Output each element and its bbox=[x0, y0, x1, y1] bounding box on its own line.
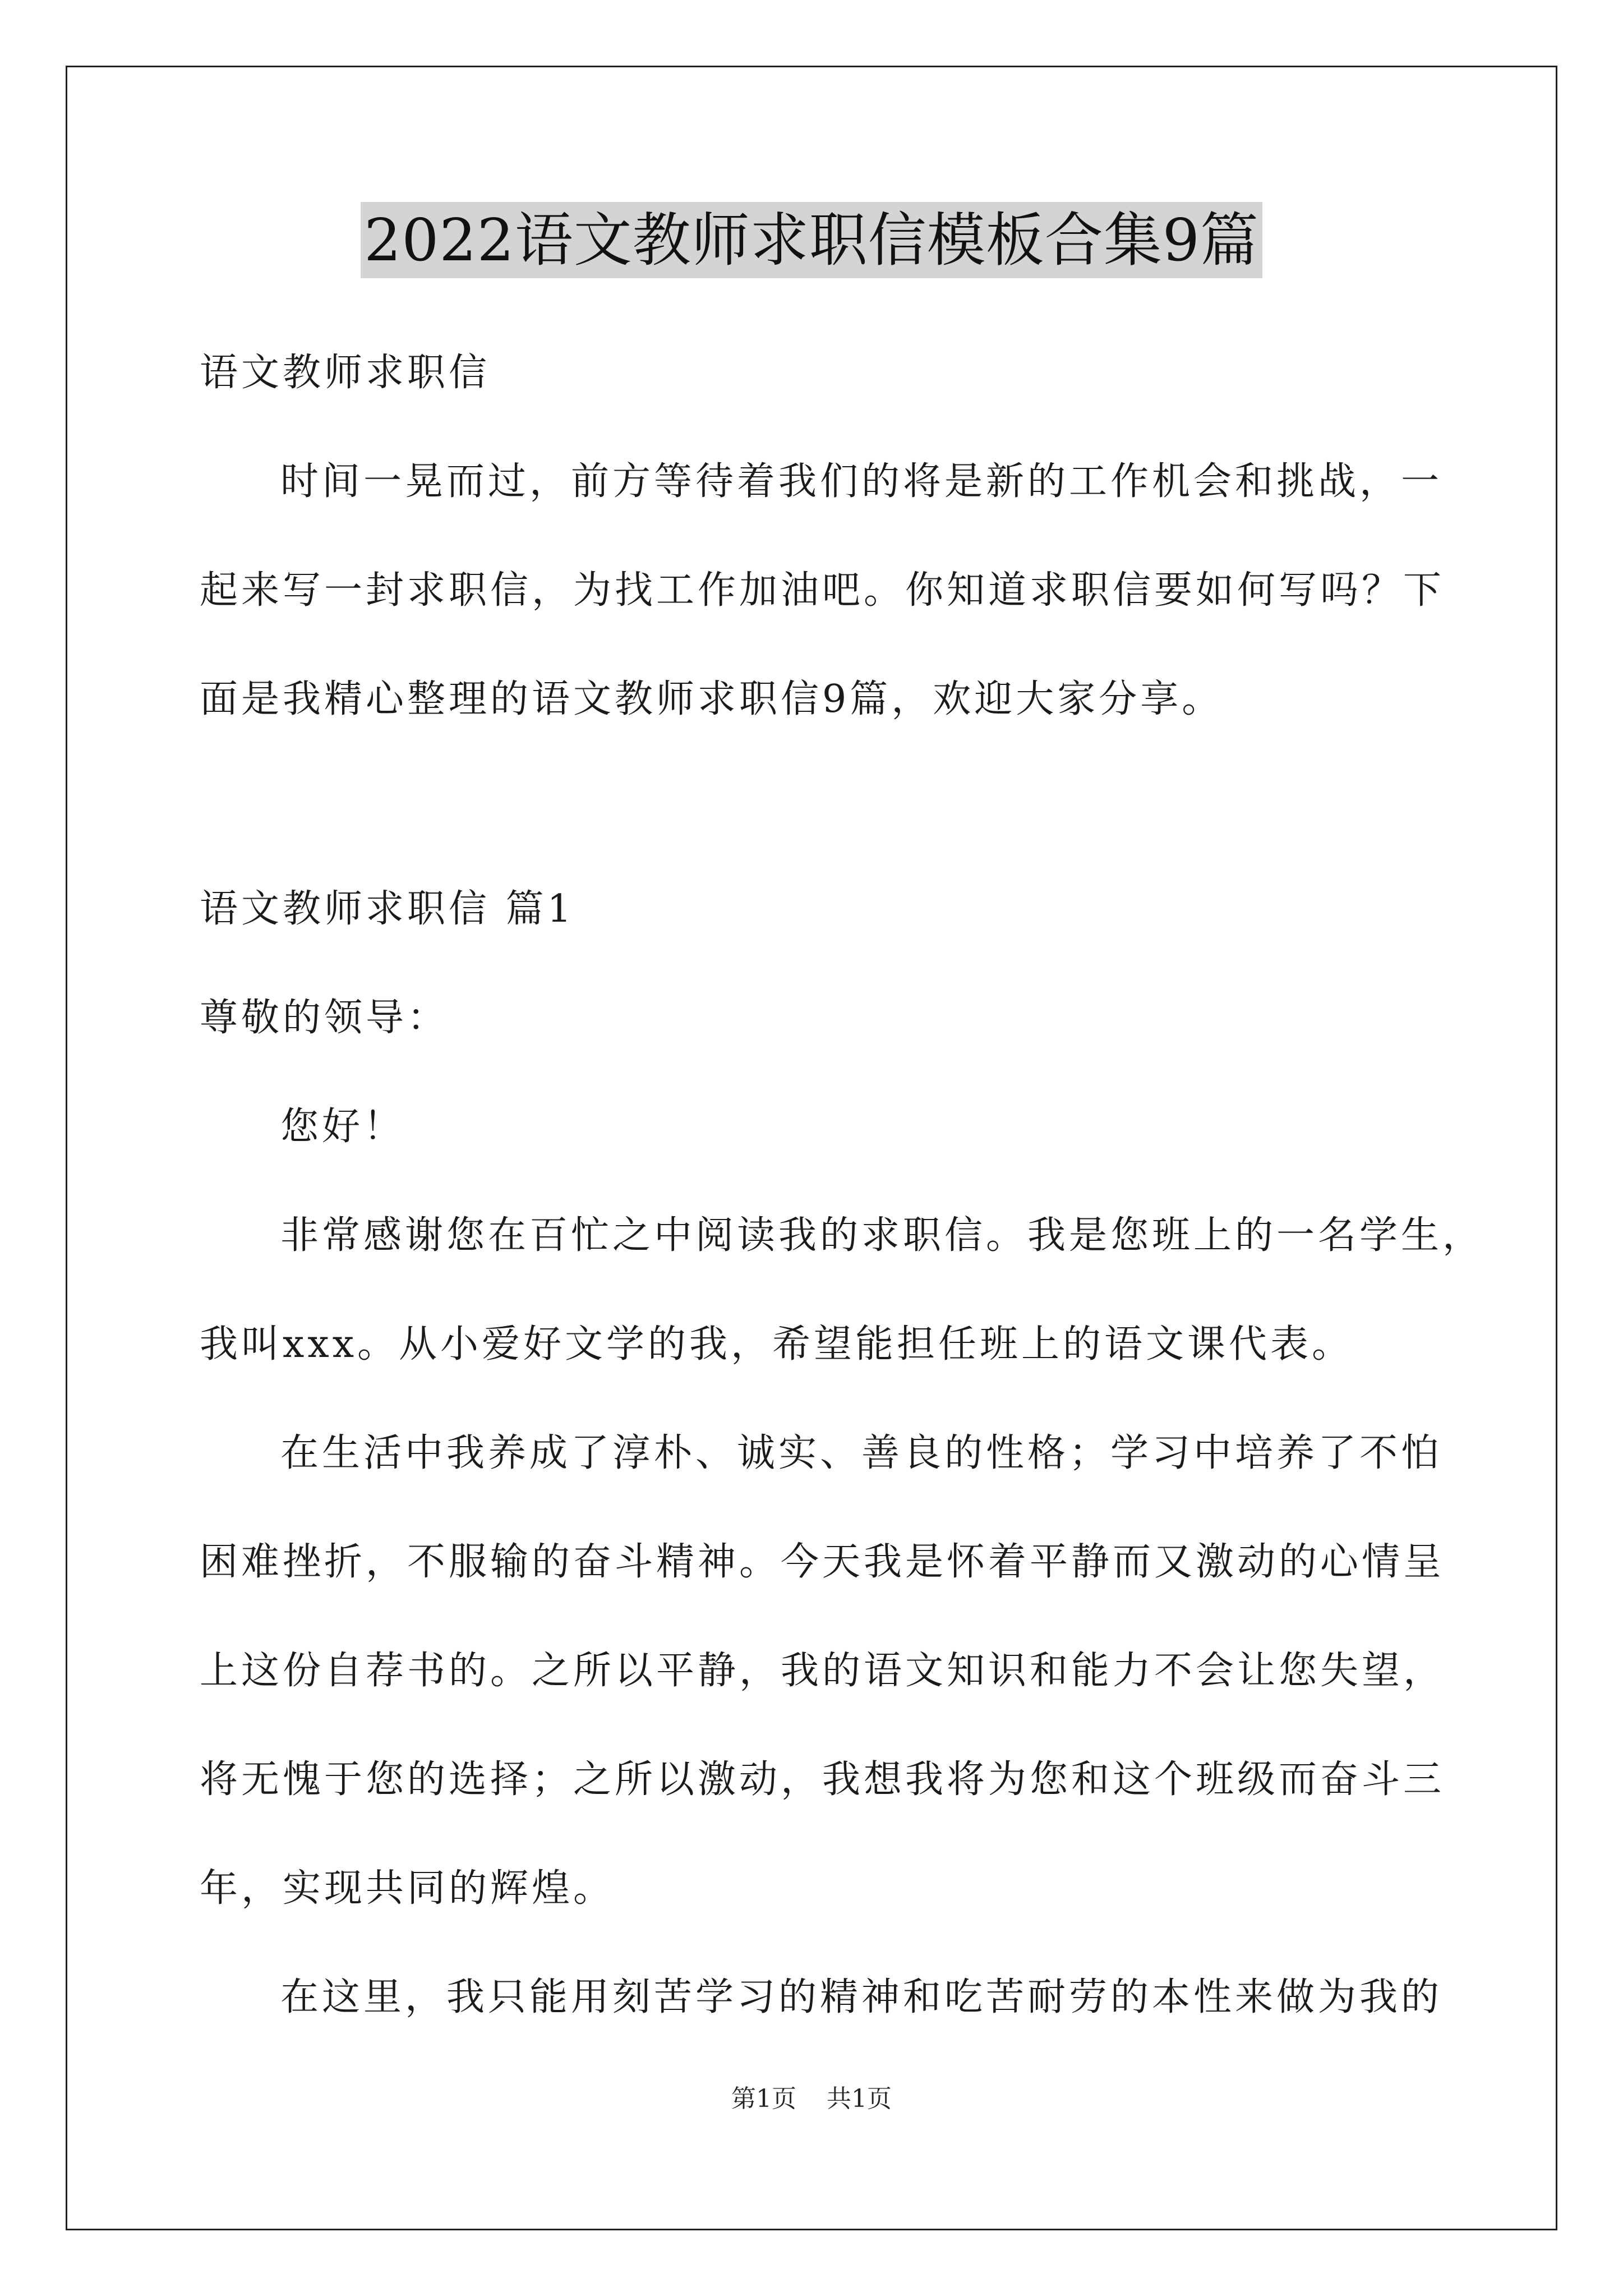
section-heading: 语文教师求职信 bbox=[200, 351, 491, 395]
paragraph-line: 在这里，我只能用刻苦学习的精神和吃苦耐劳的本性来做为我的 bbox=[280, 1975, 1443, 2019]
page-number-total: 共1页 bbox=[827, 2085, 892, 2113]
section-heading: 语文教师求职信 篇1 bbox=[200, 887, 575, 931]
paragraph-line: 起来写一封求职信，为找工作加油吧。你知道求职信要如何写吗？下 bbox=[200, 568, 1445, 613]
paragraph-line: 年，实现共同的辉煌。 bbox=[200, 1866, 615, 1911]
document-title: 2022语文教师求职信模板合集9篇 bbox=[361, 202, 1262, 278]
greeting: 您好！ bbox=[280, 1105, 405, 1149]
paragraph-line: 将无愧于您的选择；之所以激动，我想我将为您和这个班级而奋斗三 bbox=[200, 1757, 1445, 1802]
paragraph-line: 困难挫折，不服输的奋斗精神。今天我是怀着平静而又激动的心情呈 bbox=[200, 1540, 1445, 1584]
paragraph-line: 面是我精心整理的语文教师求职信9篇，欢迎大家分享。 bbox=[200, 677, 1224, 721]
paragraph-line: 非常感谢您在百忙之中阅读我的求职信。我是您班上的一名学生， bbox=[280, 1213, 1484, 1258]
paragraph-line: 上这份自荐书的。之所以平静，我的语文知识和能力不会让您失望， bbox=[200, 1649, 1445, 1693]
page-number-current: 第1页 bbox=[731, 2085, 796, 2113]
title-container bbox=[0, 202, 1623, 278]
paragraph-line: 我叫xxx。从小爱好文学的我，希望能担任班上的语文课代表。 bbox=[200, 1322, 1354, 1366]
page-footer bbox=[0, 2082, 1623, 2116]
paragraph-line: 时间一晃而过，前方等待着我们的将是新的工作机会和挑战，一 bbox=[280, 459, 1443, 504]
paragraph-line: 在生活中我养成了淳朴、诚实、善良的性格；学习中培养了不怕 bbox=[280, 1431, 1443, 1475]
salutation: 尊敬的领导： bbox=[200, 996, 449, 1040]
